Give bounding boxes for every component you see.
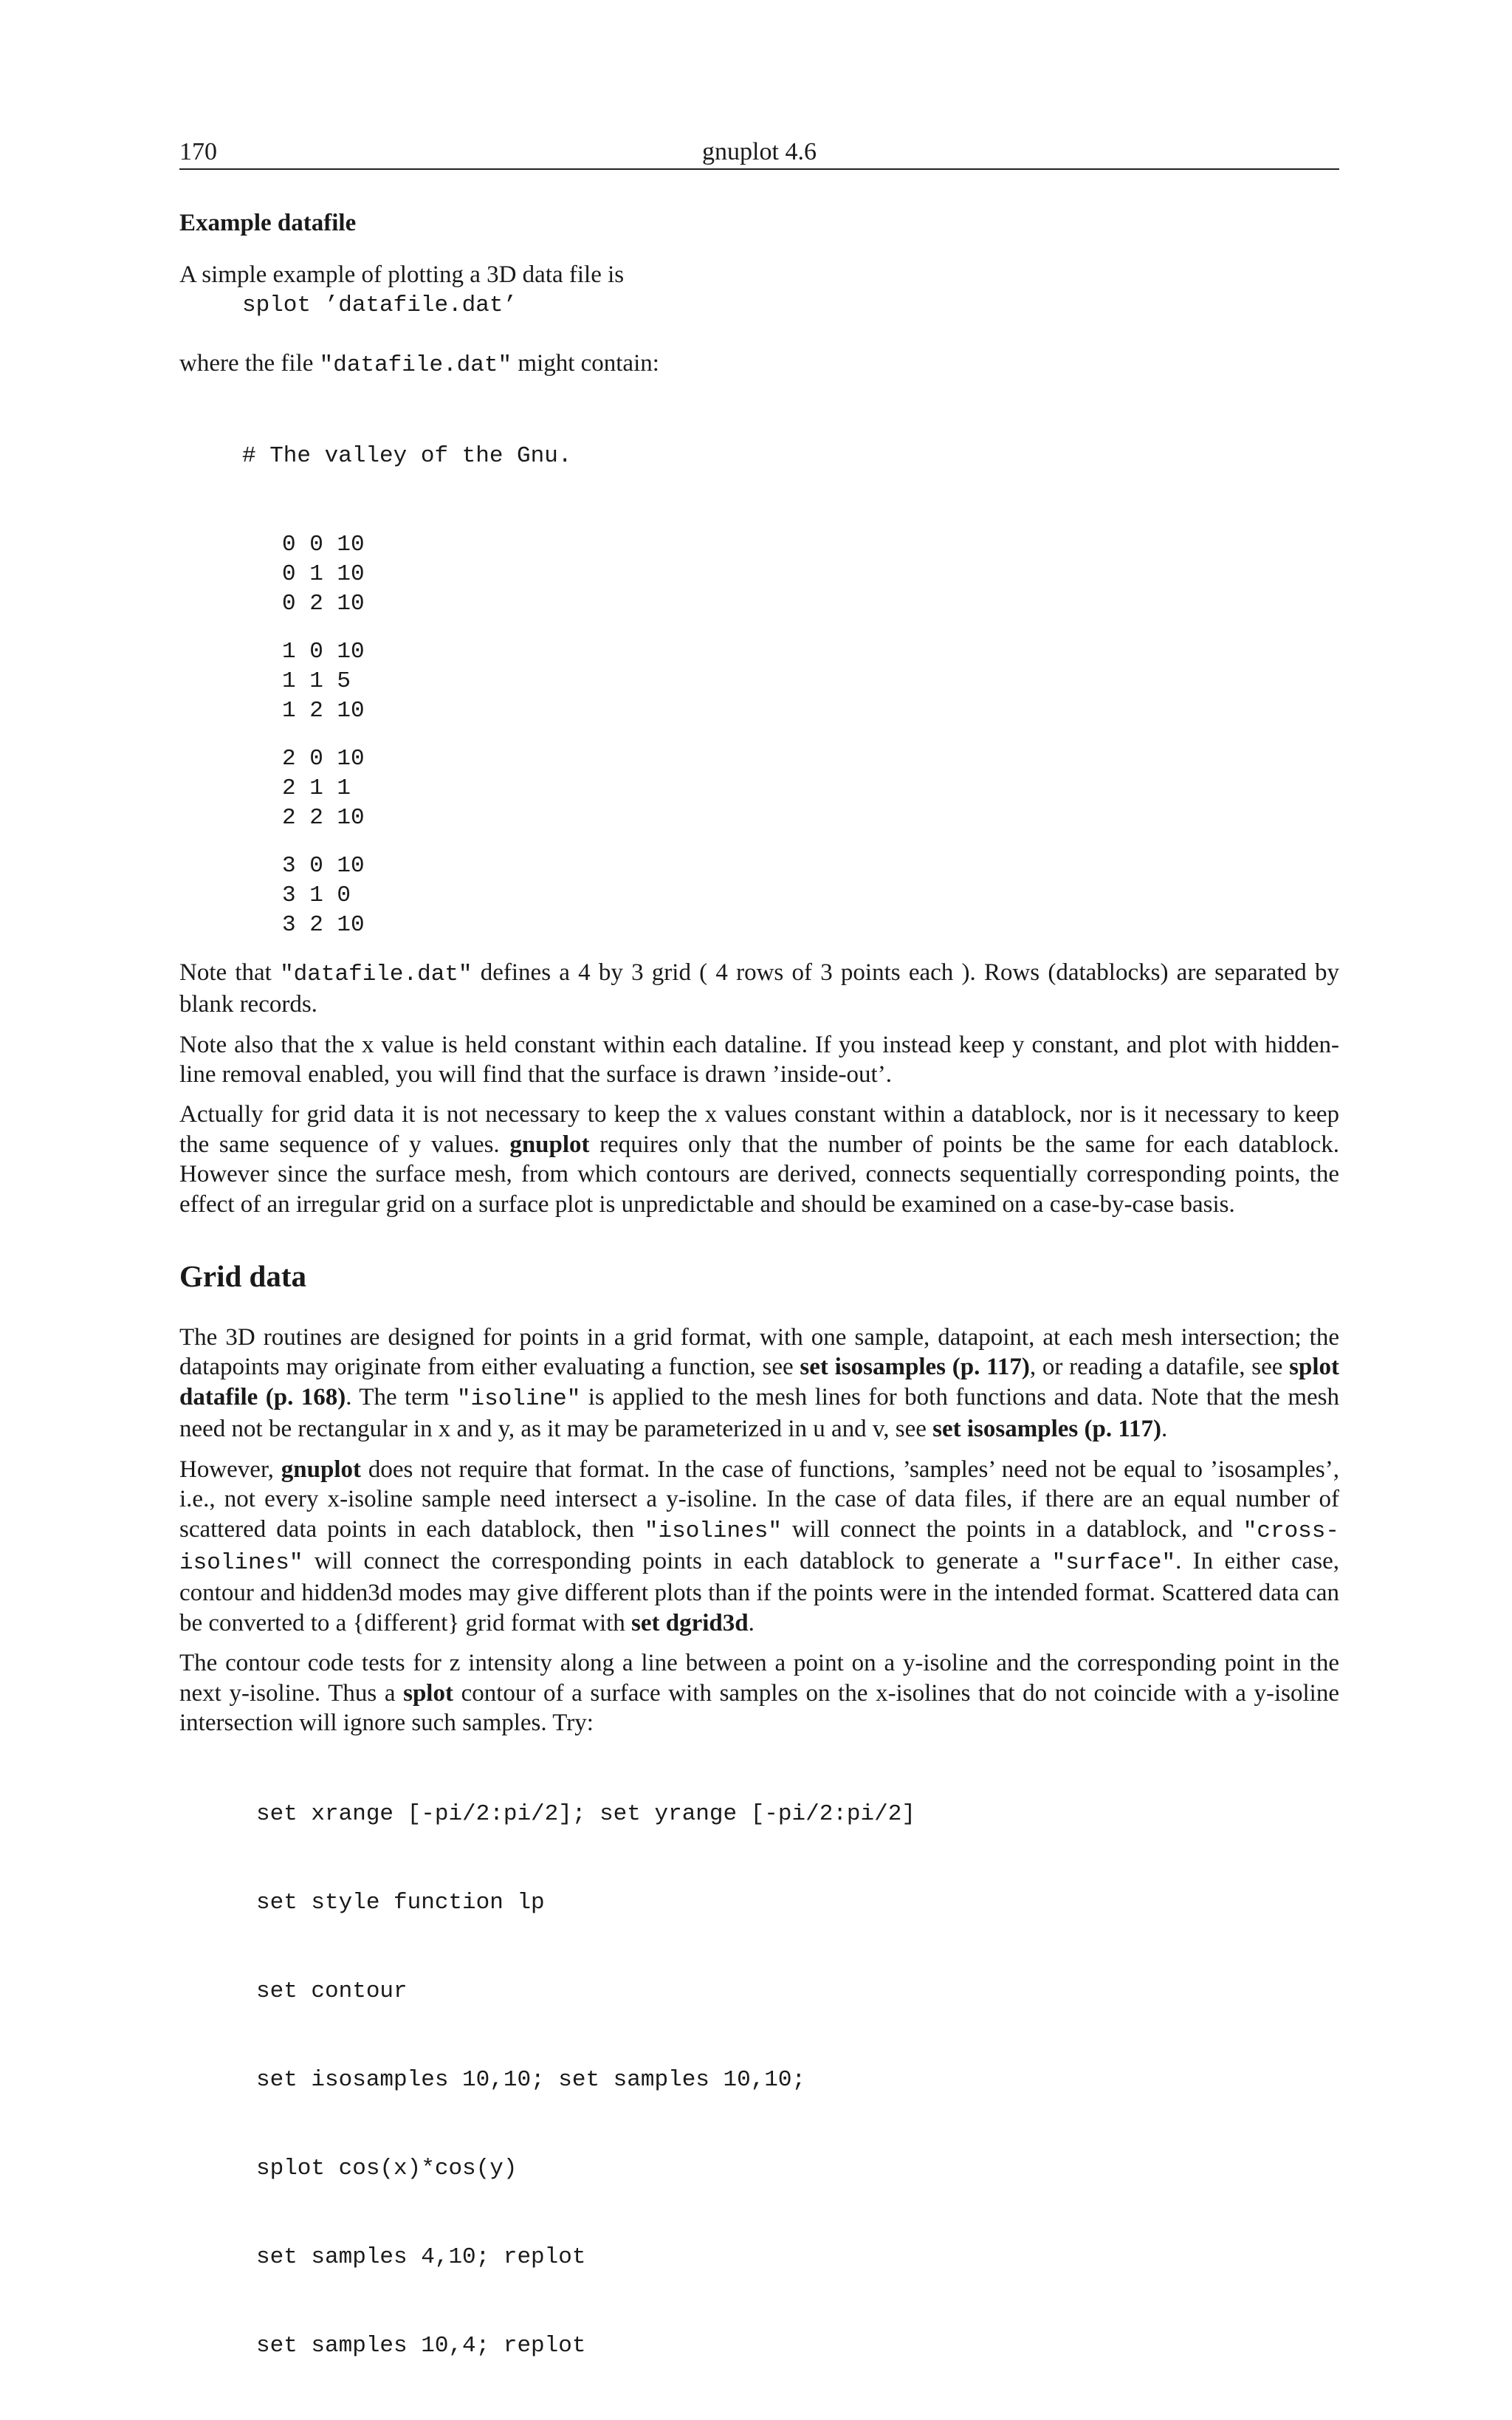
running-header [179, 136, 1339, 170]
datafile-comment: # The valley of the Gnu. [242, 442, 572, 469]
datablock [179, 530, 1339, 619]
datafile-blocks [179, 530, 1339, 940]
ref-set-isosamples[interactable]: set isosamples (p. 117) [800, 1354, 1030, 1381]
code-contour-example [256, 1741, 1339, 2420]
bold-gnuplot: gnuplot [509, 1131, 590, 1158]
data-line: 3 0 10 [282, 852, 365, 879]
section-heading-grid-data: Grid data [179, 1259, 306, 1294]
page-number: 170 [179, 138, 217, 165]
data-line: 1 0 10 [282, 638, 365, 665]
data-line: 0 2 10 [282, 590, 365, 617]
filename-literal: "datafile.dat" [280, 961, 472, 987]
note-x-constant: Note also that the x value is held constant within each dataline. If you instead keep y constant, and plot with hidden-line removal enabled, you will find that the surface is drawn ’inside-out’. [179, 1031, 1339, 1089]
grid-paragraph-3: The contour code tests for z intensity along a line between a point on a y-isoline and the corresponding point in the next y-isoline. Thus a splot contour of a surface with samples on the x-isolines that do not coincide with a y-isoline intersection will ignore such samples. Try: [179, 1650, 1340, 1736]
cross-isolines-literal: "cross-isolines" [179, 1518, 1339, 1576]
bold-gnuplot: gnuplot [281, 1456, 361, 1483]
ref-set-dgrid3d: set dgrid3d [631, 1609, 749, 1636]
data-line: 1 1 5 [282, 668, 351, 694]
code-line: set style function lp [256, 1890, 545, 1916]
data-line: 0 1 10 [282, 561, 365, 587]
note-grid-size: Note that "datafile.dat" defines a 4 by 3 grid ( 4 rows of 3 points each ). Rows (datablocks) are separated by blank records. [179, 959, 1339, 1018]
code-line: set samples 4,10; replot [256, 2244, 586, 2271]
datablock [179, 637, 1339, 726]
data-line: 0 0 10 [282, 531, 365, 558]
data-line: 2 2 10 [282, 804, 365, 831]
example-intro: A simple example of plotting a 3D data file is [179, 261, 625, 288]
surface-literal: "surface" [1051, 1549, 1176, 1576]
data-line: 2 1 1 [282, 775, 351, 801]
data-line: 2 0 10 [282, 745, 365, 772]
note-irregular-grid: Actually for grid data it is not necessary to keep the x values constant within a datablock, nor is it necessary to keep the same sequence of y values. gnuplot requires only that the number of points be the same for each datablock. However since the surface mesh, from which contours are derived, connects sequentially corresponding points, the effect of an irregular grid on a surface plot is unpredictable and should be examined on a case-by-case basis. [179, 1101, 1339, 1218]
ref-set-isosamples-2[interactable]: set isosamples (p. 117) [932, 1416, 1161, 1443]
code-splot-command: splot ’datafile.dat’ [242, 292, 518, 319]
header-title: gnuplot 4.6 [702, 138, 817, 165]
grid-paragraph-2: However, gnuplot does not require that format. In the case of functions, ’samples’ need not be equal to ’isosamples’, i.e., not every x-isoline sample need intersect a y-isoline. In the case of data files, if there are an equal number of scattered data points in each datablock, then "isolines" will connect the points in a datablock, and "cross-isolines" will connect the corresponding points in each datablock to generate a "surface". In either case, contour and hidden3d modes may give different plots than if the points were in the intended format. Scattered data can be converted to a {different} grid format with set dgrid3d. [179, 1456, 1340, 1636]
section-heading-example-datafile: Example datafile [179, 210, 357, 236]
isolines-literal: "isolines" [644, 1518, 782, 1544]
bold-splot: splot [403, 1679, 453, 1707]
isoline-literal: "isoline" [456, 1385, 581, 1412]
data-line: 3 1 0 [282, 882, 351, 908]
code-datafile [242, 383, 1339, 530]
code-line: splot cos(x)*cos(y) [256, 2156, 518, 2182]
data-line: 1 2 10 [282, 697, 365, 724]
code-line: set isosamples 10,10; set samples 10,10; [256, 2067, 806, 2094]
filename-literal: "datafile.dat" [319, 352, 512, 379]
datablock [179, 744, 1339, 833]
data-line: 3 2 10 [282, 911, 365, 938]
ref-splot-datafile[interactable]: splot datafile (p. 168) [179, 1354, 1339, 1410]
code-line: set samples 10,4; replot [256, 2333, 586, 2359]
grid-paragraph-1: The 3D routines are designed for points in a grid format, with one sample, datapoint, at each mesh intersection; the datapoints may originate from either evaluating a function, see set isosamples (p. 117), or reading a datafile, see splot datafile (p. 168). The term "isoline" is applied to the mesh lines for both functions and data. Note that the mesh need not be rectangular in x and y, as it may be parameterized in u and v, see set isosamples (p. 117). [179, 1324, 1339, 1443]
code-line: set xrange [-pi/2:pi/2]; set yrange [-pi/2:pi/2] [256, 1801, 915, 1828]
where-text: where the file "datafile.dat" might contain: [179, 350, 659, 379]
datablock [179, 851, 1339, 940]
code-line: set contour [256, 1978, 408, 2005]
page-content [179, 199, 1339, 2420]
